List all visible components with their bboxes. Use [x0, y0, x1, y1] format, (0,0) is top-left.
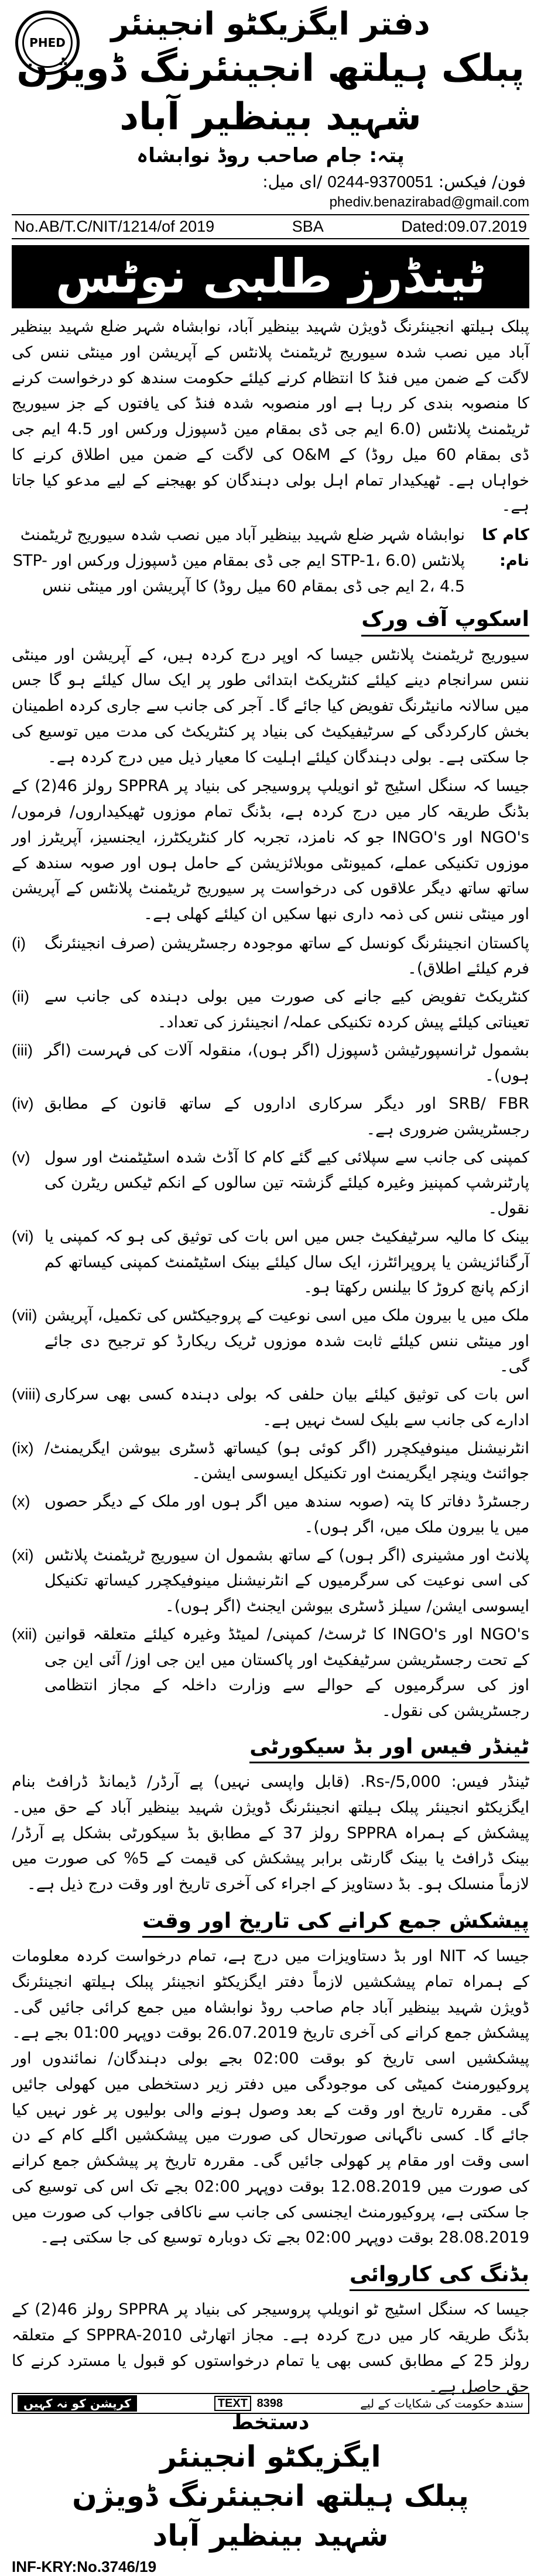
eligibility-item-text: ملک میں یا بیرون ملک میں اسی نوعیت کے پروجیکٹس کی تکمیل، آپریشن اور مینٹی ننس کیلئے ثابت شدہ موزوں ٹریک ریکارڈ کو ترجیح دی جائے گی۔: [44, 1306, 529, 1376]
fees-heading: ٹینڈر فیس اور بڈ سیکورٹی: [249, 1732, 529, 1763]
nit-reference-row: [12, 214, 529, 239]
eligibility-item-text: کمپنی کی جانب سے سپلائی کیے گئے کام کا آڈٹ شدہ اسٹیٹمنٹ اور سول پارٹنرشپ کمپنیز وغیرہ کیلئے گزشتہ تین سالوں کے انکم ٹیکس ریٹرن کی نقول۔: [44, 1148, 529, 1218]
scope-paragraph: سیوریج ٹریٹمنٹ پلانٹس جیسا کہ اوپر درج کردہ ہیں، کے آپریشن اور مینٹی ننس سرانجام دینے کیلئے کنٹریکٹ ابتدائی طور پر ایک سال کیلئے ہو گا جس میں سالانہ مانیٹرنگ تفویض کیا جائے گا۔ آجر کی جانب سے جاری کردہ اطمینان بخش کارکردگی کے سرٹیفیکیٹ کی بنیاد پر کنٹریکٹ کی مدت میں توسیع کی جا سکتی ہے۔ بولی دہندگان کیلئے اہلیت کا معیار ذیل میں درج کردہ ہے۔: [12, 645, 529, 766]
eligibility-item-number: (ix): [12, 1439, 34, 1457]
eligibility-item-text: کنٹریکٹ تفویض کیے جانے کی صورت میں بولی دہندہ کی جانب سے تعیناتی کیلئے پیش کردہ تکنیکی عملہ/ انجینئرز کی تعداد۔: [44, 988, 529, 1031]
footer-text-code: [214, 2397, 283, 2410]
info-reference: INF-KRY:No.3746/19: [12, 2558, 157, 2576]
eligibility-item-text: SRB/ FBR اور دیگر سرکاری اداروں کے ساتھ قانون کے مطابق رجسٹریشن ضروری ہے۔: [44, 1095, 529, 1139]
signature-title: ایگزیکٹو انجینئر: [160, 2439, 381, 2474]
eligibility-item: [12, 1382, 529, 1433]
eligibility-item: [12, 984, 529, 1035]
eligibility-item-number: (xii): [12, 1625, 37, 1643]
eligibility-item-text: پلانٹ اور مشینری (اگر ہوں) کے ساتھ بشمول ان سیوریج ٹریٹمنٹ پلانٹس کی اسی نوعیت کی سرگرمیوں کے انٹرنیشنل مینوفیکچرر کیساتھ تکنیکل ایسوسی ایشن/ سیلز ڈسٹری بیوشن ایجنٹ (اگر ہوں)۔: [44, 1546, 529, 1616]
eligibility-item-text: NGO's اور INGO's کا ٹرسٹ/ کمپنی/ لمیٹڈ وغیرہ کیلئے متعلقہ قوانین کے تحت رجسٹریشن سرٹیفکیٹ اور پاکستان میں این جی اوز/ آئی این جی اوز کی سرگرمیوں کے حوالے سے وزارت داخلہ کے مجاز انتظامی رجسٹریشن کی نقول۔: [44, 1625, 529, 1720]
footer-text-label: TEXT: [214, 2396, 251, 2411]
eligibility-item-number: (v): [12, 1148, 30, 1166]
signature-department: پبلک ہیلتھ انجینئرنگ ڈویژن: [72, 2479, 469, 2513]
work-name: [12, 522, 529, 599]
eligibility-item: [12, 931, 529, 982]
eligibility-item-text: اس بات کی توثیق کیلئے بیان حلفی کہ بولی دہندہ کسی بھی سرکاری ادارے کی جانب سے بلیک لسٹ نہیں ہے۔: [44, 1385, 529, 1429]
intro-paragraph: پبلک ہیلتھ انجینئرنگ ڈویژن شہید بینظیر آباد، نوابشاہ شہر ضلع شہید بینظیر آباد میں نصب شدہ سیوریج ٹریٹمنٹ پلانٹس کے آپریشن اور مینٹی ننس کی لاگت کے ضمن میں فنڈ کا انتظام کرنے کیلئے حکومت سندھ کو درخواست کرنے کا منصوبہ بندی کر رہا ہے اور منصوبہ شدہ فنڈ کی یافتوں کے جز سیوریج ٹریٹمنٹ پلانٹس (6.0 ایم جی ڈی بمقام مین ڈسپوزل ورکس اور 4.5 ایم جی ڈی بمقام 60 میل روڈ) کے O&M کی لاگت کے ضمن میں اطلاق کرنے کا خواہاں ہے۔ ٹھیکیدار تمام اہل بولی دہندگان کو بھیجنے کے لیے مدعو کیا جاتا ہے۔: [12, 318, 529, 515]
nit-date: Dated:09.07.2019: [401, 218, 527, 236]
eligibility-item: [12, 1145, 529, 1222]
fees-paragraph: ٹینڈر فیس: 5,000/-Rs. (قابل واپسی نہیں) پے آرڈر/ ڈیمانڈ ڈرافٹ بنام ایگزیکٹو انجینئر پبلک ہیلتھ انجینئرنگ ڈویژن شہید بینظیر آباد کے حق میں۔ پیشکش کے ہمراہ SPPRA رولز 37 کے مطابق بڈ سیکورٹی بشکل پے آرڈر/ بینک ڈرافٹ یا بینک گارنٹی برابر پیشکش کی قیمت کے 5% کی صورت میں لازماً منسلک ہو۔ بڈ دستاویز کے اجراء کی آخری تاریخ اور وقت درج ذیل ہے۔: [12, 1773, 529, 1894]
footer-strip: [12, 2393, 529, 2414]
eligibility-item-number: (iv): [12, 1095, 34, 1113]
signature-label: دستخط: [231, 2410, 310, 2435]
eligibility-item-text: رجسٹرڈ دفاتر کا پتہ (صوبہ سندھ میں اگر ہوں اور ملک کے دیگر حصوں میں یا بیرون ملک میں، اگر ہوں)۔: [44, 1492, 529, 1536]
email-label: /ای میل:: [262, 172, 323, 192]
eligibility-item-number: (i): [12, 934, 26, 952]
eligibility-item: [12, 1436, 529, 1487]
footer-text-number: 8398: [256, 2396, 283, 2410]
eligibility-item-number: (vi): [12, 1227, 34, 1245]
eligibility-item: [12, 1091, 529, 1142]
signature-block: [12, 2409, 529, 2556]
submission-heading: پیشکش جمع کرانے کی تاریخ اور وقت: [142, 1907, 529, 1938]
eligibility-item-number: (x): [12, 1492, 30, 1511]
eligibility-item: [12, 1303, 529, 1380]
eligibility-item-number: (viii): [12, 1385, 41, 1404]
phed-logo-icon: PHED: [22, 18, 73, 68]
scope-heading: اسکوپ آف ورک: [361, 605, 529, 636]
eligibility-item: [12, 1622, 529, 1724]
eligibility-item-number: (iii): [12, 1041, 33, 1059]
eligibility-item: [12, 1489, 529, 1540]
eligibility-item-text: پاکستان انجینئرنگ کونسل کے ساتھ موجودہ رجسٹریشن (صرف انجینئرنگ فرم کیلئے اطلاق)۔: [44, 934, 529, 978]
phed-logo: [15, 11, 80, 75]
nit-agency: SBA: [292, 218, 324, 236]
nit-number: No.AB/T.C/NIT/1214/of 2019: [14, 218, 215, 236]
phone-number: 0244-9370051: [327, 173, 433, 191]
signature-place: شہید بینظیر آباد: [152, 2518, 389, 2553]
eligibility-item-text: بشمول ٹرانسپورٹیشن ڈسپوزل (اگر ہوں)، منقولہ آلات کی فہرست (اگر ہوں)۔: [44, 1041, 529, 1085]
eligibility-item-number: (xi): [12, 1546, 34, 1564]
notice-banner: ٹینڈرز طلبی نوٹس: [12, 245, 529, 308]
submission-paragraph: جیسا کہ NIT اور بڈ دستاویزات میں درج ہے، تمام درخواست کردہ معلومات کے ہمراہ تمام پیشکشیں لازماً دفتر ایگزیکٹو انجینئر پبلک ہیلتھ انجینئرنگ ڈویژن شہید بینظیر آباد جام صاحب روڈ نوابشاہ میں جمع کرائی جائیں گی۔ پیشکش جمع کرانے کی آخری تاریخ 26.07.2019 بوقت دوپہر 01:00 بجے ہے۔ پیشکشیں اسی تاریخ کو بوقت 02:00 بجے بولی دہندگان/ نمائندوں اور پروکیورمنٹ کمیٹی کی موجودگی میں دفتر زیر دستخطی میں کھولی جائیں گی۔ مقررہ تاریخ اور وقت کے بعد وصول ہونے والی بولیوں پر غور نہیں کیا جائے گا۔ کسی ناگہانی صورتحال کی صورت میں پیشکشیں اگلے کام کے دن اسی وقت اور مقام پر کھولی جائیں گی۔ مقررہ تاریخ پر پیشکش جمع کرانے کی صورت میں 12.08.2019 بوقت دوپہر 02:00 بجے تک اس کی توسیع کی جا سکتی ہے، پروکیورمنٹ ایجنسی کی جانب سے ناکافی جواب کی صورت میں 28.08.2019 بوقت دوپہر 02:00 بجے تک دوبارہ توسیع کی جا سکتی ہے۔: [12, 1947, 530, 2247]
footer-slogan: کرپشن کو نہ کہیں: [18, 2395, 137, 2412]
office-address: پتہ: جام صاحب روڈ نوابشاہ: [136, 143, 405, 167]
division-title: پبلک ہیلتھ انجینئرنگ ڈویژن شہید بینظیر آباد: [16, 47, 525, 139]
footer-notice: سندھ حکومت کی شکایات کے لیے: [360, 2396, 523, 2410]
eligibility-item: [12, 1543, 529, 1619]
phone-label: فون/ فیکس:: [438, 172, 526, 192]
eligibility-intro: جیسا کہ سنگل اسٹیج ٹو انویلپ پروسیجر کی بنیاد پر SPPRA رولز 46(2) کے بڈنگ طریقہ کار میں درج کردہ ہے، بڈنگ تمام موزوں ٹھیکیداروں/ فرموں/ NGO's اور INGO's جو کہ نامزد، تجربہ کار کنٹریکٹرز، ایجنسیز، آپریٹرز اور موزوں تکنیکی عملے، کمیونٹی موبلائزیشن کے حامل ہوں اور صوبہ سندھ کے ساتھ ساتھ دیگر علاقوں کی درخواست پر سیوریج ٹریٹمنٹ پلانٹس کے آپریشن اور مینٹی ننس کی ذمہ داری نبھا سکیں ان کیلئے کھلی ہے۔: [12, 777, 529, 923]
eligibility-item: [12, 1038, 529, 1089]
work-name-label: کام کا نام:: [482, 526, 529, 570]
eligibility-item: [12, 1224, 529, 1301]
email-address: phediv.benazirabad@gmail.com: [329, 194, 529, 211]
eligibility-item-number: (ii): [12, 988, 29, 1006]
eligibility-item-number: (vii): [12, 1306, 37, 1324]
eligibility-list: [12, 931, 529, 1724]
tender-notice-page: [12, 0, 529, 2576]
bidding-paragraph: جیسا کہ سنگل اسٹیج ٹو انویلپ پروسیجر کی بنیاد پر SPPRA رولز 46(2) کے بڈنگ طریقہ کار میں درج کردہ ہے۔ مجاز اتھارٹی SPPRA-2010 کے متعلقہ رولز 25 کے مطابق کسی بھی یا تمام درخواستوں کو قبول یا مسترد کرنے کا حق حاصل ہے۔: [12, 2300, 529, 2396]
eligibility-item-text: انٹرنیشنل مینوفیکچرر (اگر کوئی ہو) کیساتھ ڈسٹری بیوشن ایگریمنٹ/ جوائنٹ وینچر ایگریمنٹ اور تکنیکل ایسوسی ایشن۔: [44, 1439, 529, 1483]
eligibility-item-text: بینک کا مالیہ سرٹیفکیٹ جس میں اس بات کی توثیق کی ہو کہ کمپنی یا آرگنائزیشن یا پروپرائٹرز، ایک سال کیلئے بینک اسٹیٹمنٹ کمپنی کیساتھ کم ازکم پانچ کروڑ کا بیلنس رکھتا ہو۔: [44, 1227, 529, 1297]
contact-line: [12, 170, 529, 194]
work-name-text: نوابشاہ شہر ضلع شہید بینظیر آباد میں نصب شدہ سیوریج ٹریٹمنٹ پلانٹس (STP-1، 6.0 ایم جی ڈی بمقام مین ڈسپوزل ورکس اور STP-2، 4.5 ایم جی ڈی بمقام 60 میل روڈ) کا آپریشن اور مینٹی ننس: [12, 526, 465, 596]
bidding-heading: بڈنگ کی کاروائی: [350, 2260, 529, 2291]
office-title: دفتر ایگزیکٹو انجینئر: [111, 5, 430, 42]
